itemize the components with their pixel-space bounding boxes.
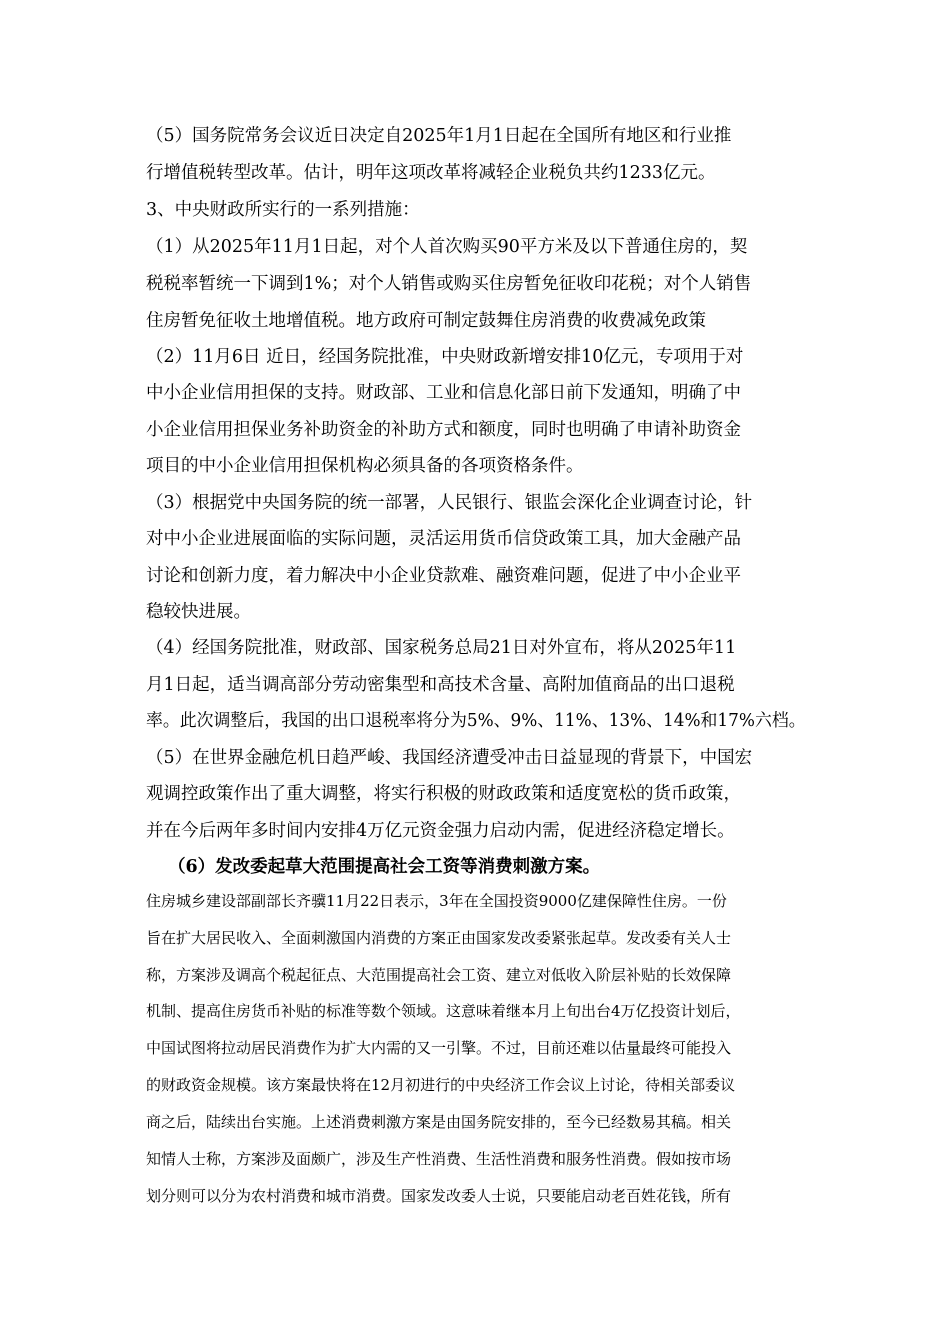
paragraph-line: （5）在世界金融危机日趋严峻、我国经济遭受冲击日益显现的背景下，中国宏 <box>146 748 753 768</box>
paragraph-line: 讨论和创新力度，着力解决中小企业贷款难、融资难问题，促进了中小企业平 <box>146 566 741 586</box>
paragraph-line: 行增值税转型改革。估计，明年这项改革将减轻企业税负共约1233亿元。 <box>146 163 716 183</box>
paragraph-line: 中国试图将拉动居民消费作为扩大内需的又一引擎。不过，目前还难以估量最终可能投入 <box>146 1039 732 1057</box>
paragraph-line: 稳较快进展。 <box>146 602 251 622</box>
paragraph-line: （5）国务院常务会议近日决定自2025年1月1日起在全国所有地区和行业推 <box>146 126 732 146</box>
paragraph-line: 住房城乡建设部副部长齐骥11月22日表示，3年在全国投资9000亿建保障性住房。一份 <box>146 892 727 910</box>
paragraph-line: 机制、提高住房货币补贴的标准等数个领域。这意味着继本月上旬出台4万亿投资计划后， <box>146 1002 741 1020</box>
paragraph-line: （1）从2025年11月1日起，对个人首次购买90平方米及以下普通住房的，契 <box>146 237 748 257</box>
paragraph-line: 率。此次调整后，我国的出口退税率将分为5%、9%、11%、13%、14%和17%六档。 <box>146 711 806 731</box>
paragraph-line: 观调控政策作出了重大调整，将实行积极的财政政策和适度宽松的货币政策， <box>146 784 741 804</box>
paragraph-line: 知情人士称，方案涉及面颇广，涉及生产性消费、生活性消费和服务性消费。假如按市场 <box>146 1150 732 1168</box>
section-heading: 3、中央财政所实行的一系列措施： <box>146 200 420 220</box>
subsection-heading: （6）发改委起草大范围提高社会工资等消费刺激方案。 <box>168 857 601 877</box>
paragraph-line: 并在今后两年多时间内安排4万亿元资金强力启动内需，促进经济稳定增长。 <box>146 821 735 841</box>
paragraph-line: 税税率暂统一下调到1%；对个人销售或购买住房暂免征收印花税；对个人销售 <box>146 274 752 294</box>
paragraph-line: 住房暂免征收土地增值税。地方政府可制定鼓舞住房消费的收费减免政策 <box>146 311 706 331</box>
paragraph-line: 中小企业信用担保的支持。财政部、工业和信息化部日前下发通知，明确了中 <box>146 383 741 403</box>
paragraph-line: 商之后，陆续出台实施。上述消费刺激方案是由国务院安排的，至今已经数易其稿。相关 <box>146 1113 732 1131</box>
paragraph-line: 小企业信用担保业务补助资金的补助方式和额度，同时也明确了申请补助资金 <box>146 420 741 440</box>
paragraph-line: 月1日起，适当调高部分劳动密集型和高技术含量、高附加值商品的出口退税 <box>146 675 735 695</box>
paragraph-line: 项目的中小企业信用担保机构必须具备的各项资格条件。 <box>146 456 584 476</box>
paragraph-line: 划分则可以分为农村消费和城市消费。国家发改委人士说，只要能启动老百姓花钱，所有 <box>146 1187 732 1205</box>
paragraph-line: 称，方案涉及调高个税起征点、大范围提高社会工资、建立对低收入阶层补贴的长效保障 <box>146 966 732 984</box>
paragraph-line: 旨在扩大居民收入、全面刺激国内消费的方案正由国家发改委紧张起草。发改委有关人士 <box>146 929 732 947</box>
paragraph-line: （4）经国务院批准，财政部、国家税务总局21日对外宣布，将从2025年11 <box>146 638 737 658</box>
paragraph-line: 的财政资金规模。该方案最快将在12月初进行的中央经济工作会议上讨论，待相关部委议 <box>146 1076 736 1094</box>
paragraph-line: 对中小企业进展面临的实际问题，灵活运用货币信贷政策工具，加大金融产品 <box>146 529 741 549</box>
paragraph-line: （2）11月6日 近日，经国务院批准，中央财政新增安排10亿元，专项用于对 <box>146 347 744 367</box>
paragraph-line: （3）根据党中央国务院的统一部署，人民银行、银监会深化企业调查讨论，针 <box>146 493 753 513</box>
